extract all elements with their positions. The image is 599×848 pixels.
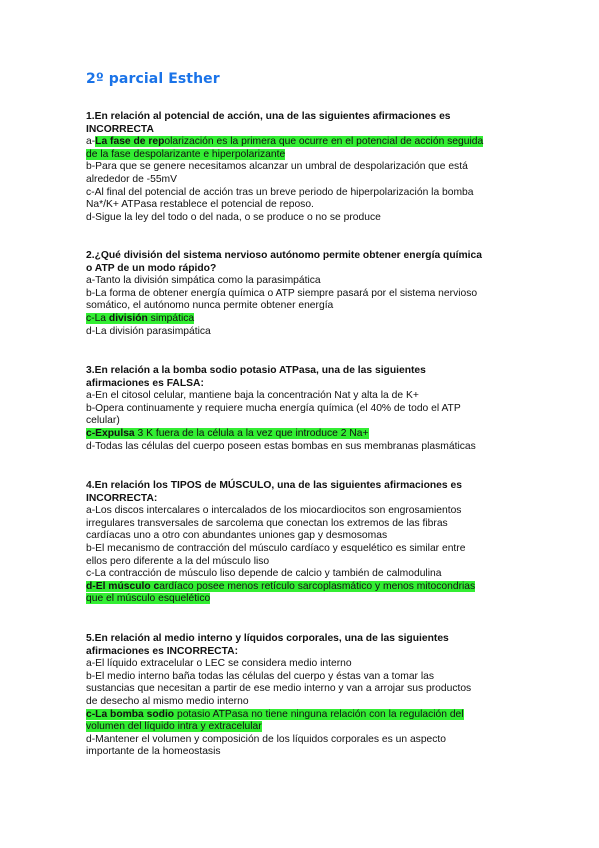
highlighted-text: c-La bomba sodio [86, 708, 175, 720]
answer-option [86, 275, 516, 288]
question-5 [86, 633, 516, 759]
option-line [86, 441, 516, 454]
option-line [86, 326, 516, 339]
option-line [86, 313, 516, 326]
option-line [86, 505, 516, 518]
answer-option [86, 505, 516, 543]
answer-option [86, 441, 516, 454]
question-heading-line: o ATP de un modo rápido? [86, 262, 217, 274]
highlighted-text: división [108, 312, 148, 324]
option-text: b-El mecanismo de contracción del músculo cardíaco y esquelético es similar entre [86, 542, 466, 554]
answer-option [86, 136, 516, 161]
option-text: a- [86, 136, 96, 148]
answer-option [86, 212, 516, 225]
option-text: irregulares transversales de sarcolema que conectan los extremos de las fibras [86, 517, 448, 529]
option-line [86, 288, 516, 301]
highlighted-text: de la fase despolarizante e hiperpolarizante [86, 148, 286, 160]
answer-option [86, 161, 516, 186]
answer-option [86, 581, 516, 606]
option-text: de desecho al mismo medio interno [86, 695, 249, 707]
option-line [86, 403, 516, 416]
highlighted-text: potasio ATPasa no tiene ninguna relación con la regulación del [174, 708, 464, 720]
option-line [86, 721, 516, 734]
answer-option [86, 428, 516, 441]
option-line [86, 149, 516, 162]
question-heading-line: 2.¿Qué división del sistema nervioso autónomo permite obtener energía química [86, 250, 482, 261]
answer-option [86, 390, 516, 403]
option-text: celular) [86, 415, 120, 427]
option-line [86, 161, 516, 174]
option-line [86, 696, 516, 709]
option-line [86, 746, 516, 759]
answer-option [86, 543, 516, 568]
highlighted-text: volumen del líquido intra y extracelular [86, 721, 262, 733]
option-text: importante de la homeostasis [86, 746, 221, 758]
question-heading-line: 5.En relación al medio interno y líquidos corporales, una de las siguientes [86, 633, 449, 644]
option-line [86, 734, 516, 747]
option-text: c-Al final del potencial de acción tras un breve periodo de hiperpolarización la bomba [86, 186, 474, 198]
option-text: somático, el autónomo nunca permite obtener energía [86, 300, 334, 312]
option-text: d-Todas las células del cuerpo poseen estas bombas en sus membranas plasmáticas [86, 440, 476, 452]
option-text: c-La contracción de músculo liso depende de calcio y también de calmodulina [86, 568, 442, 580]
option-line [86, 683, 516, 696]
option-line [86, 415, 516, 428]
option-text: d-La división parasimpática [86, 325, 211, 337]
option-line [86, 187, 516, 200]
option-text: a-El líquido extracelular o LEC se considera medio interno [86, 658, 352, 670]
option-text: alrededor de -55mV [86, 173, 178, 185]
option-text: ellos pero diferente a la del músculo liso [86, 555, 270, 567]
question-heading-line: INCORRECTA: [86, 492, 158, 504]
question-heading-line: 1.En relación al potencial de acción, una de las siguientes afirmaciones es [86, 111, 451, 122]
option-text: b-Opera continuamente y requiere mucha energía química (el 40% de todo el ATP [86, 402, 461, 414]
option-text: b-Para que se genere necesitamos alcanzar un umbral de despolarización que está [86, 161, 468, 173]
question-4 [86, 480, 516, 606]
option-line [86, 212, 516, 225]
answer-option [86, 403, 516, 428]
document-title: 2º parcial Esther [86, 71, 220, 87]
option-line [86, 709, 516, 722]
answer-option [86, 326, 516, 339]
option-text: cardíacas uno a otro con abundantes uniones gap y desmosomas [86, 530, 388, 542]
option-line [86, 530, 516, 543]
question-heading-line: INCORRECTA [86, 123, 154, 135]
highlighted-text: simpática [147, 312, 195, 324]
answer-option [86, 709, 516, 734]
option-line [86, 428, 516, 441]
answer-option [86, 568, 516, 581]
question-2 [86, 250, 516, 338]
option-line [86, 543, 516, 556]
option-text: d-Mantener el volumen y composición de los líquidos corporales es un aspecto [86, 733, 447, 745]
option-line [86, 136, 516, 149]
answer-option [86, 671, 516, 709]
answer-option [86, 187, 516, 212]
option-text: Na*/K+ ATPasa restablece el potencial de reposo. [86, 199, 314, 211]
question-3 [86, 365, 516, 453]
option-line [86, 390, 516, 403]
highlighted-text: 3 K fuera de la célula a la vez que introduce 2 Na+ [134, 427, 369, 439]
question-1 [86, 111, 516, 224]
option-line [86, 658, 516, 671]
option-text: a-Tanto la división simpática como la parasimpática [86, 275, 321, 287]
question-heading-line: afirmaciones es FALSA: [86, 377, 204, 389]
highlighted-text: La fase de rep [95, 136, 165, 148]
option-line [86, 568, 516, 581]
highlighted-text: olarización es la primera que ocurre en el potencial de acción seguida [164, 136, 484, 148]
option-text: b-La forma de obtener energía química o ATP siempre pasará por el sistema nervioso [86, 287, 478, 299]
highlighted-text: ardíaco posee menos retículo sarcoplasmático y menos mitocondrias [159, 580, 476, 592]
answer-option [86, 658, 516, 671]
option-text: a-Los discos intercalares o intercalados de los miocardiocitos son engrosamientos [86, 505, 462, 517]
option-text: b-El medio interno baña todas las células del cuerpo y éstas van a tomar las [86, 670, 434, 682]
question-heading-line: afirmaciones es INCORRECTA: [86, 645, 239, 657]
option-line [86, 199, 516, 212]
highlighted-text: d-El músculo c [86, 580, 160, 592]
question-heading-line: 3.En relación a la bomba sodio potasio ATPasa, una de las siguientes [86, 365, 426, 376]
option-text: a-En el citosol celular, mantiene baja la concentración Nat y alta la de K+ [86, 390, 419, 402]
option-line [86, 581, 516, 594]
highlighted-text: que el músculo esquelético [86, 593, 211, 605]
question-heading-line: 4.En relación los TIPOS de MÚSCULO, una de las siguientes afirmaciones es [86, 480, 462, 491]
answer-option [86, 313, 516, 326]
option-line [86, 300, 516, 313]
option-line [86, 518, 516, 531]
answer-option [86, 288, 516, 313]
option-line [86, 556, 516, 569]
option-text: d-Sigue la ley del todo o del nada, o se produce o no se produce [86, 211, 381, 223]
option-line [86, 275, 516, 288]
answer-option [86, 734, 516, 759]
option-line [86, 593, 516, 606]
highlighted-text: c-Expulsa [86, 427, 135, 439]
highlighted-text: c-La [86, 312, 109, 324]
option-line [86, 671, 516, 684]
option-line [86, 174, 516, 187]
option-text: sustancias que necesitan a partir de ese medio interno y van a arrojar sus productos [86, 683, 472, 695]
